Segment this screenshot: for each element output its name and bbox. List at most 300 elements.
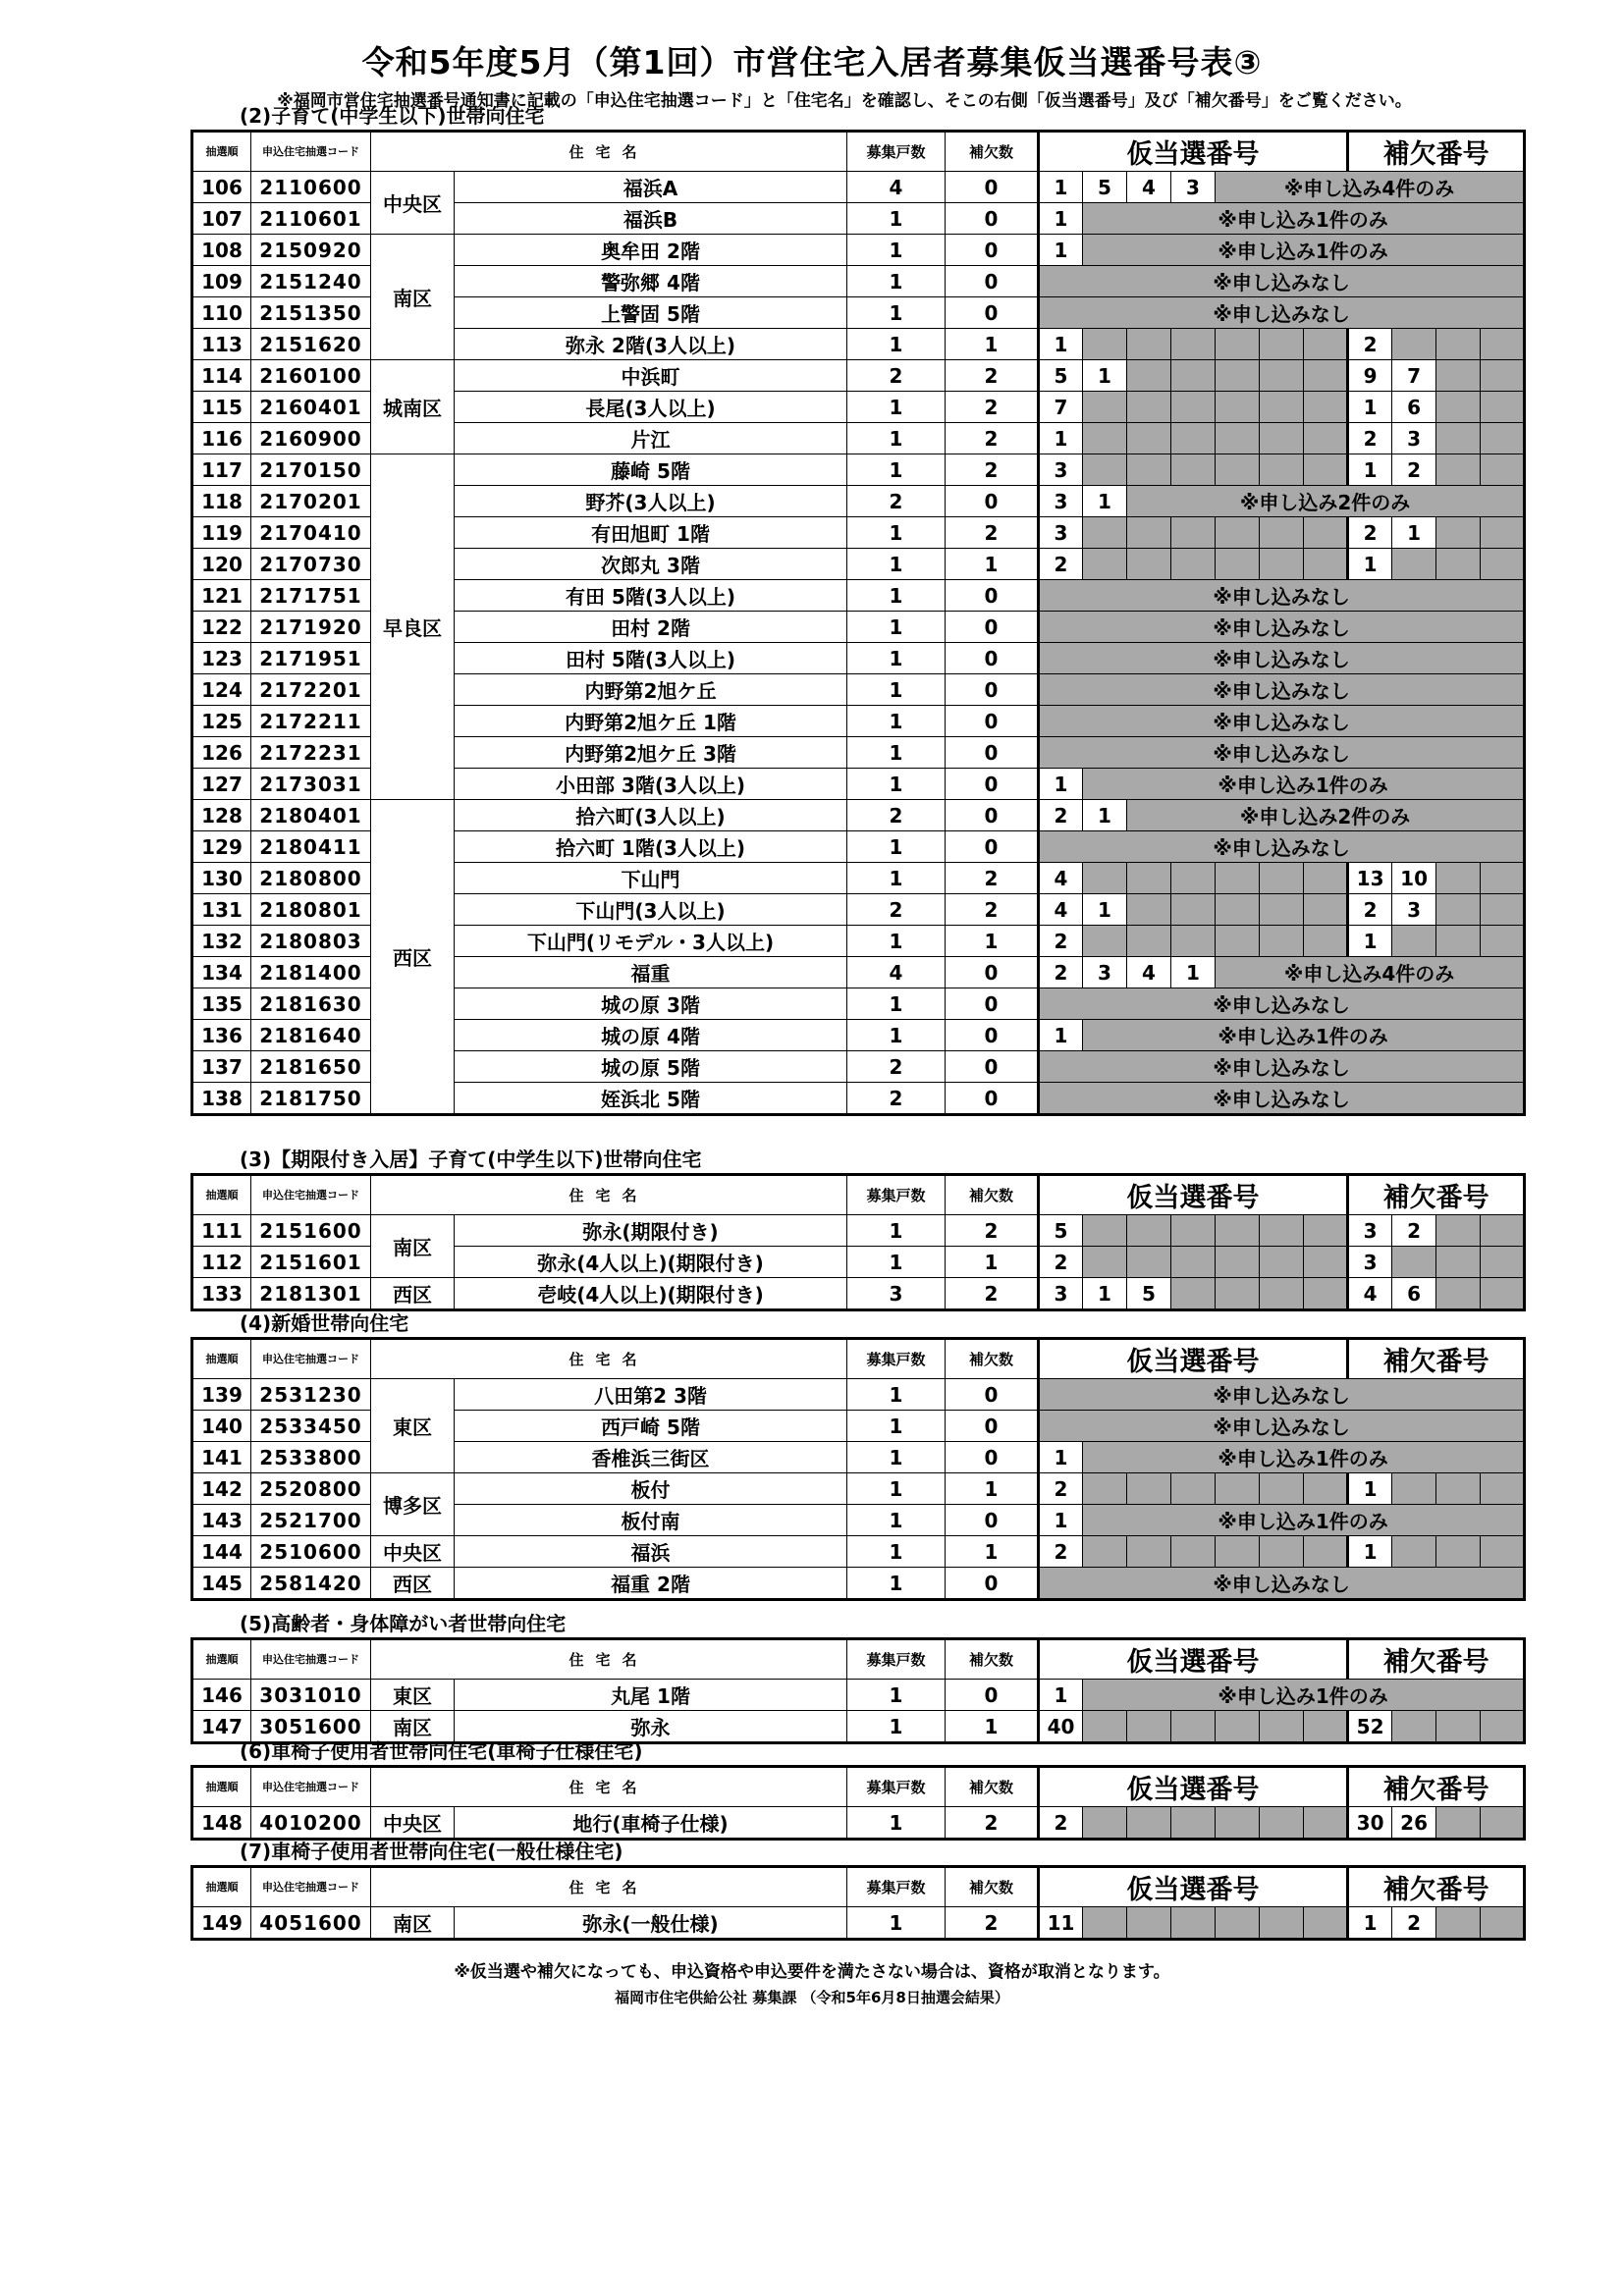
provisional-number: 3: [1039, 1278, 1083, 1310]
lottery-table: [190, 130, 1526, 1116]
empty-cell: [1481, 1536, 1525, 1568]
units-count: 1: [847, 1907, 946, 1940]
empty-cell: [1083, 1711, 1127, 1743]
empty-cell: [1260, 894, 1304, 926]
reserve-count: 1: [946, 1536, 1039, 1568]
empty-cell: [1436, 1536, 1481, 1568]
table-row: [192, 172, 1525, 203]
empty-cell: [1083, 1215, 1127, 1247]
empty-cell: [1260, 1247, 1304, 1278]
notice-text: ※福岡市営住宅抽選番号通知書に記載の「申込住宅抽選コード」と「住宅名」を確認し、そこの右側「仮当選番号」及び「補欠番号」をご覧ください。: [277, 91, 1412, 111]
empty-cell: [1127, 549, 1171, 580]
housing-name: 福浜A: [455, 172, 847, 203]
reserve-count: 0: [946, 957, 1039, 988]
ward-name: 中央区: [371, 1807, 455, 1840]
units-count: 2: [847, 486, 946, 517]
units-count: 1: [847, 706, 946, 737]
provisional-number: 1: [1171, 957, 1216, 988]
empty-cell: [1304, 1536, 1348, 1568]
empty-cell: [1171, 329, 1216, 360]
header-lottery-code: 申込住宅抽選コード: [251, 132, 371, 172]
lottery-order: 113: [192, 329, 251, 360]
reserve-count: 0: [946, 1568, 1039, 1600]
reserve-count: 1: [946, 1247, 1039, 1278]
empty-cell: [1083, 1473, 1127, 1505]
housing-name: 藤崎 5階: [455, 454, 847, 486]
application-status: ※申し込み1件のみ: [1083, 1680, 1525, 1711]
backup-number: 1: [1348, 392, 1392, 423]
empty-cell: [1436, 1473, 1481, 1505]
header-provisional-numbers: 仮当選番号: [1039, 1639, 1348, 1680]
empty-cell: [1216, 423, 1260, 454]
application-status: ※申し込み2件のみ: [1127, 800, 1525, 831]
empty-cell: [1436, 423, 1481, 454]
application-status: ※申し込みなし: [1039, 643, 1525, 674]
units-count: 1: [847, 203, 946, 235]
housing-name: 西戸崎 5階: [455, 1411, 847, 1442]
empty-cell: [1481, 360, 1525, 392]
empty-cell: [1171, 1473, 1216, 1505]
units-count: 1: [847, 1807, 946, 1840]
units-count: 2: [847, 1051, 946, 1083]
housing-name: 野芥(3人以上): [455, 486, 847, 517]
lottery-code: 2151350: [251, 297, 371, 329]
units-count: 1: [847, 1505, 946, 1536]
header-housing-name: 住宅名: [371, 1767, 847, 1807]
header-reserve: 補欠数: [946, 1339, 1039, 1379]
reserve-count: 0: [946, 674, 1039, 706]
header-lottery-order: 抽選順: [192, 1767, 251, 1807]
empty-cell: [1127, 1247, 1171, 1278]
empty-cell: [1304, 1711, 1348, 1743]
empty-cell: [1260, 1473, 1304, 1505]
reserve-count: 0: [946, 1411, 1039, 1442]
lottery-code: 2171751: [251, 580, 371, 612]
provisional-number: 5: [1039, 360, 1083, 392]
lottery-code: 2181640: [251, 1020, 371, 1051]
backup-number: 2: [1392, 1907, 1436, 1940]
provisional-number: 1: [1039, 235, 1083, 266]
units-count: 1: [847, 1411, 946, 1442]
reserve-count: 0: [946, 988, 1039, 1020]
empty-cell: [1216, 1907, 1260, 1940]
empty-cell: [1127, 1473, 1171, 1505]
empty-cell: [1171, 549, 1216, 580]
reserve-count: 0: [946, 1505, 1039, 1536]
lottery-code: 2181301: [251, 1278, 371, 1310]
lottery-order: 109: [192, 266, 251, 297]
empty-cell: [1481, 1473, 1525, 1505]
lottery-order: 140: [192, 1411, 251, 1442]
application-status: ※申し込み1件のみ: [1083, 235, 1525, 266]
empty-cell: [1083, 863, 1127, 894]
empty-cell: [1481, 863, 1525, 894]
reserve-count: 0: [946, 266, 1039, 297]
units-count: 1: [847, 643, 946, 674]
header-units: 募集戸数: [847, 1867, 946, 1907]
header-housing-name: 住宅名: [371, 132, 847, 172]
lottery-order: 120: [192, 549, 251, 580]
lottery-code: 2533800: [251, 1442, 371, 1473]
application-status: ※申し込み1件のみ: [1083, 1020, 1525, 1051]
empty-cell: [1436, 360, 1481, 392]
units-count: 1: [847, 988, 946, 1020]
empty-cell: [1436, 1807, 1481, 1840]
provisional-number: 3: [1039, 454, 1083, 486]
lottery-order: 125: [192, 706, 251, 737]
housing-name: 小田部 3階(3人以上): [455, 769, 847, 800]
ward-name: 中央区: [371, 172, 455, 235]
reserve-count: 0: [946, 580, 1039, 612]
units-count: 1: [847, 266, 946, 297]
application-status: ※申し込みなし: [1039, 706, 1525, 737]
backup-number: 1: [1348, 1473, 1392, 1505]
lottery-code: 2170410: [251, 517, 371, 549]
empty-cell: [1304, 863, 1348, 894]
empty-cell: [1171, 360, 1216, 392]
lottery-code: 2151600: [251, 1215, 371, 1247]
ward-name: 東区: [371, 1379, 455, 1473]
application-status: ※申し込みなし: [1039, 1379, 1525, 1411]
section-title: (5)高齢者・身体障がい者世帯向住宅: [240, 1612, 567, 1635]
empty-cell: [1083, 926, 1127, 957]
table-row: [192, 1379, 1525, 1411]
empty-cell: [1260, 392, 1304, 423]
section-title: (4)新婚世帯向住宅: [240, 1311, 409, 1335]
empty-cell: [1481, 1215, 1525, 1247]
empty-cell: [1392, 1711, 1436, 1743]
empty-cell: [1127, 926, 1171, 957]
housing-name: 奥牟田 2階: [455, 235, 847, 266]
reserve-count: 0: [946, 831, 1039, 863]
backup-number: 1: [1348, 926, 1392, 957]
reserve-count: 1: [946, 1473, 1039, 1505]
lottery-order: 131: [192, 894, 251, 926]
empty-cell: [1481, 329, 1525, 360]
section-title: (2)子育て(中学生以下)世帯向住宅: [240, 104, 545, 128]
lottery-order: 128: [192, 800, 251, 831]
empty-cell: [1216, 1536, 1260, 1568]
housing-name: 姪浜北 5階: [455, 1083, 847, 1115]
empty-cell: [1481, 1711, 1525, 1743]
backup-number: 3: [1392, 894, 1436, 926]
lottery-order: 132: [192, 926, 251, 957]
lottery-order: 110: [192, 297, 251, 329]
provisional-number: 2: [1039, 1536, 1083, 1568]
lottery-order: 143: [192, 1505, 251, 1536]
reserve-count: 0: [946, 769, 1039, 800]
empty-cell: [1392, 1247, 1436, 1278]
housing-name: 八田第2 3階: [455, 1379, 847, 1411]
empty-cell: [1481, 1907, 1525, 1940]
reserve-count: 0: [946, 706, 1039, 737]
housing-name: 下山門(3人以上): [455, 894, 847, 926]
ward-name: 西区: [371, 800, 455, 1115]
reserve-count: 2: [946, 454, 1039, 486]
empty-cell: [1127, 1807, 1171, 1840]
provisional-number: 2: [1039, 1247, 1083, 1278]
header-lottery-code: 申込住宅抽選コード: [251, 1175, 371, 1215]
table-row: [192, 235, 1525, 266]
empty-cell: [1481, 454, 1525, 486]
empty-cell: [1304, 423, 1348, 454]
lottery-code: 2531230: [251, 1379, 371, 1411]
ward-name: 南区: [371, 235, 455, 360]
application-status: ※申し込み1件のみ: [1083, 203, 1525, 235]
provisional-number: 5: [1039, 1215, 1083, 1247]
provisional-number: 3: [1171, 172, 1216, 203]
units-count: 1: [847, 863, 946, 894]
units-count: 1: [847, 235, 946, 266]
lottery-code: 2521700: [251, 1505, 371, 1536]
lottery-code: 2520800: [251, 1473, 371, 1505]
lottery-order: 139: [192, 1379, 251, 1411]
empty-cell: [1481, 549, 1525, 580]
empty-cell: [1304, 1215, 1348, 1247]
header-provisional-numbers: 仮当選番号: [1039, 1175, 1348, 1215]
lottery-code: 2510600: [251, 1536, 371, 1568]
lottery-order: 116: [192, 423, 251, 454]
lottery-code: 2533450: [251, 1411, 371, 1442]
housing-name: 下山門(リモデル・3人以上): [455, 926, 847, 957]
empty-cell: [1481, 392, 1525, 423]
backup-number: 3: [1348, 1247, 1392, 1278]
units-count: 1: [847, 1473, 946, 1505]
footnote: ※仮当選や補欠になっても、申込資格や申込要件を満たさない場合は、資格が取消となります。: [454, 1962, 1170, 1982]
lottery-order: 145: [192, 1568, 251, 1600]
backup-number: 3: [1392, 423, 1436, 454]
application-status: ※申し込みなし: [1039, 988, 1525, 1020]
housing-name: 田村 2階: [455, 612, 847, 643]
units-count: 1: [847, 831, 946, 863]
units-count: 2: [847, 894, 946, 926]
units-count: 1: [847, 1247, 946, 1278]
units-count: 1: [847, 926, 946, 957]
ward-name: 早良区: [371, 454, 455, 800]
empty-cell: [1481, 1247, 1525, 1278]
empty-cell: [1304, 329, 1348, 360]
backup-number: 52: [1348, 1711, 1392, 1743]
empty-cell: [1083, 517, 1127, 549]
empty-cell: [1083, 1536, 1127, 1568]
header-lottery-code: 申込住宅抽選コード: [251, 1867, 371, 1907]
ward-name: 西区: [371, 1278, 455, 1310]
header-reserve: 補欠数: [946, 1867, 1039, 1907]
units-count: 1: [847, 1215, 946, 1247]
header-provisional-numbers: 仮当選番号: [1039, 1339, 1348, 1379]
empty-cell: [1304, 1247, 1348, 1278]
empty-cell: [1304, 549, 1348, 580]
header-units: 募集戸数: [847, 1175, 946, 1215]
provisional-number: 2: [1039, 957, 1083, 988]
lottery-code: 2171920: [251, 612, 371, 643]
lottery-table: [190, 1337, 1526, 1601]
lottery-code: 4010200: [251, 1807, 371, 1840]
housing-name: 福浜: [455, 1536, 847, 1568]
reserve-count: 2: [946, 1278, 1039, 1310]
provisional-number: 2: [1039, 1807, 1083, 1840]
empty-cell: [1083, 549, 1127, 580]
lottery-code: 2172201: [251, 674, 371, 706]
lottery-code: 2110600: [251, 172, 371, 203]
lottery-order: 149: [192, 1907, 251, 1940]
header-provisional-numbers: 仮当選番号: [1039, 1767, 1348, 1807]
housing-name: 壱岐(4人以上)(期限付き): [455, 1278, 847, 1310]
header-reserve: 補欠数: [946, 1175, 1039, 1215]
units-count: 1: [847, 737, 946, 769]
housing-name: 中浜町: [455, 360, 847, 392]
application-status: ※申し込み1件のみ: [1083, 769, 1525, 800]
reserve-count: 2: [946, 1907, 1039, 1940]
lottery-code: 2150920: [251, 235, 371, 266]
lottery-code: 2170201: [251, 486, 371, 517]
empty-cell: [1216, 926, 1260, 957]
empty-cell: [1260, 517, 1304, 549]
table-header-row: [192, 1339, 1525, 1379]
units-count: 1: [847, 454, 946, 486]
lottery-order: 135: [192, 988, 251, 1020]
lottery-code: 2160900: [251, 423, 371, 454]
empty-cell: [1260, 1711, 1304, 1743]
reserve-count: 0: [946, 612, 1039, 643]
backup-number: 7: [1392, 360, 1436, 392]
header-backup-numbers: 補欠番号: [1348, 1339, 1525, 1379]
units-count: 1: [847, 297, 946, 329]
lottery-code: 3031010: [251, 1680, 371, 1711]
provisional-number: 2: [1039, 549, 1083, 580]
empty-cell: [1171, 1536, 1216, 1568]
lottery-order: 146: [192, 1680, 251, 1711]
reserve-count: 0: [946, 486, 1039, 517]
provisional-number: 1: [1039, 1505, 1083, 1536]
units-count: 1: [847, 329, 946, 360]
empty-cell: [1304, 1907, 1348, 1940]
housing-name: 弥永: [455, 1711, 847, 1743]
lottery-code: 2180411: [251, 831, 371, 863]
housing-name: 長尾(3人以上): [455, 392, 847, 423]
lottery-code: 2180401: [251, 800, 371, 831]
housing-name: 城の原 3階: [455, 988, 847, 1020]
empty-cell: [1171, 1807, 1216, 1840]
lottery-code: 2170730: [251, 549, 371, 580]
empty-cell: [1127, 1215, 1171, 1247]
header-reserve: 補欠数: [946, 1639, 1039, 1680]
backup-number: 13: [1348, 863, 1392, 894]
empty-cell: [1436, 1907, 1481, 1940]
table-row: [192, 800, 1525, 831]
backup-number: 10: [1392, 863, 1436, 894]
housing-name: 弥永(期限付き): [455, 1215, 847, 1247]
empty-cell: [1304, 894, 1348, 926]
housing-name: 城の原 5階: [455, 1051, 847, 1083]
provisional-number: 3: [1083, 957, 1127, 988]
reserve-count: 2: [946, 1215, 1039, 1247]
provisional-number: 1: [1039, 1680, 1083, 1711]
header-backup-numbers: 補欠番号: [1348, 1639, 1525, 1680]
provisional-number: 1: [1083, 800, 1127, 831]
housing-name: 内野第2旭ケ丘 1階: [455, 706, 847, 737]
empty-cell: [1436, 1247, 1481, 1278]
lottery-order: 122: [192, 612, 251, 643]
backup-number: 1: [1348, 1536, 1392, 1568]
housing-name: 弥永(一般仕様): [455, 1907, 847, 1940]
empty-cell: [1216, 1711, 1260, 1743]
provisional-number: 3: [1039, 486, 1083, 517]
lottery-code: 2180800: [251, 863, 371, 894]
header-backup-numbers: 補欠番号: [1348, 132, 1525, 172]
empty-cell: [1436, 517, 1481, 549]
lottery-code: 2181400: [251, 957, 371, 988]
section-title: (7)車椅子使用者世帯向住宅(一般仕様住宅): [240, 1840, 623, 1863]
housing-name: 下山門: [455, 863, 847, 894]
empty-cell: [1260, 863, 1304, 894]
empty-cell: [1481, 1807, 1525, 1840]
empty-cell: [1436, 1215, 1481, 1247]
reserve-count: 1: [946, 329, 1039, 360]
reserve-count: 2: [946, 360, 1039, 392]
application-status: ※申し込みなし: [1039, 612, 1525, 643]
housing-name: 板付: [455, 1473, 847, 1505]
empty-cell: [1127, 1907, 1171, 1940]
reserve-count: 0: [946, 1680, 1039, 1711]
empty-cell: [1127, 392, 1171, 423]
units-count: 1: [847, 1536, 946, 1568]
empty-cell: [1392, 329, 1436, 360]
empty-cell: [1481, 894, 1525, 926]
units-count: 1: [847, 1442, 946, 1473]
header-units: 募集戸数: [847, 1339, 946, 1379]
units-count: 1: [847, 517, 946, 549]
application-status: ※申し込みなし: [1039, 266, 1525, 297]
lottery-order: 123: [192, 643, 251, 674]
empty-cell: [1171, 863, 1216, 894]
provisional-number: 7: [1039, 392, 1083, 423]
units-count: 2: [847, 1083, 946, 1115]
lottery-order: 142: [192, 1473, 251, 1505]
reserve-count: 2: [946, 517, 1039, 549]
backup-number: 9: [1348, 360, 1392, 392]
units-count: 1: [847, 769, 946, 800]
backup-number: 2: [1392, 454, 1436, 486]
application-status: ※申し込みなし: [1039, 297, 1525, 329]
reserve-count: 1: [946, 1711, 1039, 1743]
empty-cell: [1304, 1473, 1348, 1505]
lottery-order: 118: [192, 486, 251, 517]
header-lottery-code: 申込住宅抽選コード: [251, 1767, 371, 1807]
provisional-number: 4: [1127, 957, 1171, 988]
reserve-count: 2: [946, 392, 1039, 423]
reserve-count: 0: [946, 172, 1039, 203]
header-housing-name: 住宅名: [371, 1639, 847, 1680]
ward-name: 博多区: [371, 1473, 455, 1536]
provisional-number: 4: [1039, 894, 1083, 926]
provisional-number: 4: [1039, 863, 1083, 894]
empty-cell: [1436, 863, 1481, 894]
housing-name: 弥永(4人以上)(期限付き): [455, 1247, 847, 1278]
empty-cell: [1260, 1907, 1304, 1940]
reserve-count: 0: [946, 203, 1039, 235]
header-backup-numbers: 補欠番号: [1348, 1867, 1525, 1907]
lottery-order: 124: [192, 674, 251, 706]
lottery-code: 4051600: [251, 1907, 371, 1940]
application-status: ※申し込みなし: [1039, 1411, 1525, 1442]
units-count: 1: [847, 674, 946, 706]
empty-cell: [1083, 454, 1127, 486]
housing-name: 上警固 5階: [455, 297, 847, 329]
empty-cell: [1216, 1473, 1260, 1505]
header-units: 募集戸数: [847, 1639, 946, 1680]
reserve-count: 1: [946, 549, 1039, 580]
